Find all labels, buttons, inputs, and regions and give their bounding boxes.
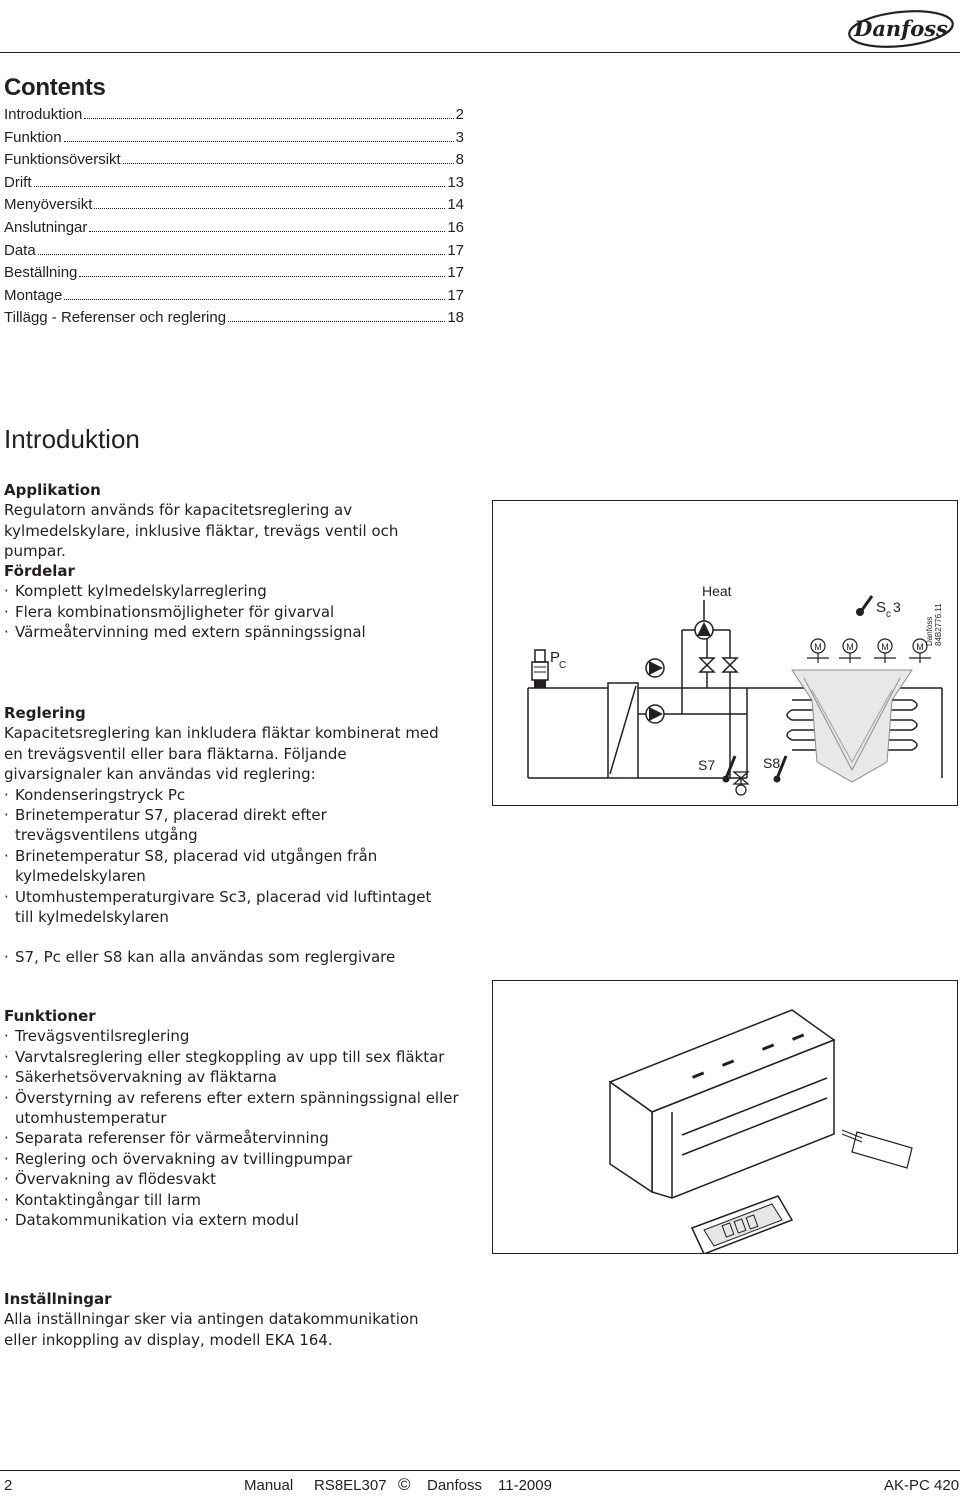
toc-entry[interactable]: [4, 219, 464, 242]
product-illustration: [492, 980, 958, 1254]
pc-label: P: [550, 649, 561, 666]
toc-entry-label: Menyöversikt: [4, 196, 93, 214]
heat-pump-icon: [695, 600, 713, 639]
list-item: · Säkerhetsövervakning av fläktarna: [4, 1067, 474, 1087]
toc-leader-dots: [38, 254, 446, 255]
installningar-section: [4, 1289, 444, 1350]
copyright-icon: ©: [398, 1475, 411, 1494]
fordelar-list: [4, 581, 464, 642]
list-item: · Övervakning av flödesvakt: [4, 1169, 474, 1189]
funktioner-heading: Funktioner: [4, 1007, 96, 1025]
reglering-note: [4, 947, 449, 967]
applikation-section: [4, 480, 464, 562]
list-item: · Värmeåtervinning med extern spänningssignal: [4, 622, 464, 642]
motor-label: M: [846, 642, 854, 652]
s8-label: S8: [763, 755, 781, 771]
fan-motor-icon: [807, 639, 829, 663]
list-item: · Brinetemperatur S7, placerad direkt efter trevägsventilens utgång: [4, 805, 449, 846]
toc-entry-page: 14: [447, 196, 464, 214]
toc-entry[interactable]: [4, 309, 464, 332]
toc-entry[interactable]: [4, 106, 464, 129]
installningar-heading: Inställningar: [4, 1290, 112, 1308]
toc-entry-label: Funktion: [4, 128, 62, 146]
figure-ref-company: Danfoss: [925, 616, 934, 646]
footer-doc-code: RS8EL307: [314, 1477, 387, 1494]
reglering-text: Kapacitetsreglering kan inkludera fläktar kombinerat med en trevägsventil eller bara fläktarna. Följande givarsignaler kan användas vid reglering:: [4, 724, 439, 784]
toc-leader-dots: [34, 186, 446, 187]
list-item: · Kontaktingångar till larm: [4, 1190, 474, 1210]
applikation-heading: Applikation: [4, 481, 101, 499]
toc-entry[interactable]: [4, 151, 464, 174]
toc-entry-label: Beställning: [4, 264, 78, 282]
fordelar-heading: Fördelar: [4, 562, 75, 580]
toc-leader-dots: [64, 299, 445, 300]
toc-entry-label: Anslutningar: [4, 218, 88, 236]
toc-entry[interactable]: [4, 174, 464, 197]
figure-ref-code: 84B2776.11: [934, 603, 943, 646]
footer-company: Danfoss: [427, 1477, 483, 1494]
list-item: · Komplett kylmedelskylarreglering: [4, 581, 464, 601]
airflow-arrow-icon: [792, 670, 912, 782]
toc-leader-dots: [123, 163, 454, 164]
pump-icon: [646, 705, 664, 723]
sc3-label: S: [876, 599, 887, 616]
motor-label: M: [814, 642, 822, 652]
installningar-text: Alla inställningar sker via antingen datakommunikation eller inkoppling av display, modell EKA 164.: [4, 1310, 419, 1349]
pc-subscript: C: [559, 660, 567, 671]
toc-leader-dots: [79, 276, 445, 277]
valve-icon: [723, 658, 737, 672]
toc-entry-label: Drift: [4, 173, 32, 191]
list-item: · Kondenseringstryck Pc: [4, 785, 449, 805]
list-item: · Datakommunikation via extern modul: [4, 1210, 474, 1230]
toc-entry-page: 17: [447, 264, 464, 282]
toc-entry-page: 16: [447, 218, 464, 236]
toc-entry[interactable]: [4, 129, 464, 152]
toc-leader-dots: [84, 118, 453, 119]
list-item: · Separata referenser för värmeåtervinning: [4, 1128, 474, 1148]
toc-leader-dots: [94, 208, 445, 209]
footer-doc-type: Manual: [244, 1477, 294, 1494]
controller-unit: [610, 1010, 834, 1198]
funktioner-list: [4, 1026, 474, 1230]
pump-icon: [646, 659, 664, 677]
toc-leader-dots: [228, 321, 445, 322]
list-item: · S7, Pc eller S8 kan alla användas som reglergivare: [4, 947, 449, 967]
display-unit: [692, 1196, 792, 1254]
reglering-list: [4, 785, 449, 928]
toc-entry-label: Introduktion: [4, 106, 83, 123]
heat-label: Heat: [702, 583, 732, 599]
contents-title: Contents: [4, 74, 106, 101]
toc-entry-page: 18: [447, 309, 464, 327]
footer-product: AK-PC 420: [884, 1477, 960, 1494]
list-item: · Överstyrning av referens efter extern spänningssignal eller utomhustemperatur: [4, 1088, 474, 1129]
toc-entry-page: 2: [455, 106, 464, 123]
toc-entry-label: Funktionsöversikt: [4, 151, 121, 169]
communication-module: [842, 1130, 912, 1168]
s7-label: S7: [698, 757, 716, 773]
reglering-heading: Reglering: [4, 704, 86, 722]
header-rule: [0, 52, 960, 53]
toc-entry[interactable]: [4, 196, 464, 219]
list-item: · Flera kombinationsmöjligheter för givarval: [4, 602, 464, 622]
page-number: 2: [4, 1477, 13, 1494]
toc-entry-label: Tillägg - Referenser och reglering: [4, 309, 227, 327]
list-item: · Trevägsventilsreglering: [4, 1026, 474, 1046]
list-item: · Varvtalsreglering eller stegkoppling av upp till sex fläktar: [4, 1047, 474, 1067]
toc-entry[interactable]: [4, 287, 464, 310]
valve-icon: [700, 658, 714, 672]
list-item: · Utomhustemperaturgivare Sc3, placerad vid luftintaget till kylmedelskylaren: [4, 887, 449, 928]
sc3-number: 3: [893, 599, 901, 615]
pipe-loop: [528, 630, 747, 778]
fan-motor-icon: [874, 639, 896, 663]
list-item: · Reglering och övervakning av tvillingpumpar: [4, 1149, 474, 1169]
table-of-contents: [4, 106, 464, 332]
fordelar-section: [4, 561, 464, 643]
applikation-text: Regulatorn används för kapacitetsreglering av kylmedelskylare, inklusive fläktar, trevägs ventil och pumpar.: [4, 501, 399, 561]
motor-label: M: [881, 642, 889, 652]
three-way-valve-icon: [734, 772, 748, 795]
logo-text: Danfoss: [854, 16, 948, 41]
toc-entry-label: Data: [4, 241, 36, 259]
toc-entry-page: 13: [447, 173, 464, 191]
toc-entry-page: 3: [455, 128, 464, 146]
toc-leader-dots: [89, 231, 445, 232]
funktioner-section: [4, 1006, 474, 1230]
toc-entry-page: 17: [447, 286, 464, 304]
toc-entry-page: 17: [447, 241, 464, 259]
footer-rule: [0, 1470, 960, 1471]
list-item: · Brinetemperatur S8, placerad vid utgången från kylmedelskylaren: [4, 846, 449, 887]
toc-leader-dots: [64, 141, 454, 142]
pressure-transmitter-icon: [532, 650, 548, 688]
section-title-introduktion: Introduktion: [4, 424, 140, 454]
toc-entry[interactable]: [4, 264, 464, 287]
footer-date: 11-2009: [498, 1477, 552, 1494]
toc-entry-label: Montage: [4, 286, 63, 304]
toc-entry-page: 8: [455, 151, 464, 169]
fan-motor-icon: [839, 639, 861, 663]
sc3-subscript: c: [886, 609, 891, 620]
motor-label: M: [916, 642, 924, 652]
toc-entry[interactable]: [4, 242, 464, 265]
reglering-section: [4, 703, 449, 968]
temperature-sensor-icon: [856, 596, 872, 616]
system-diagram: [492, 500, 958, 806]
danfoss-logo: [846, 4, 956, 50]
